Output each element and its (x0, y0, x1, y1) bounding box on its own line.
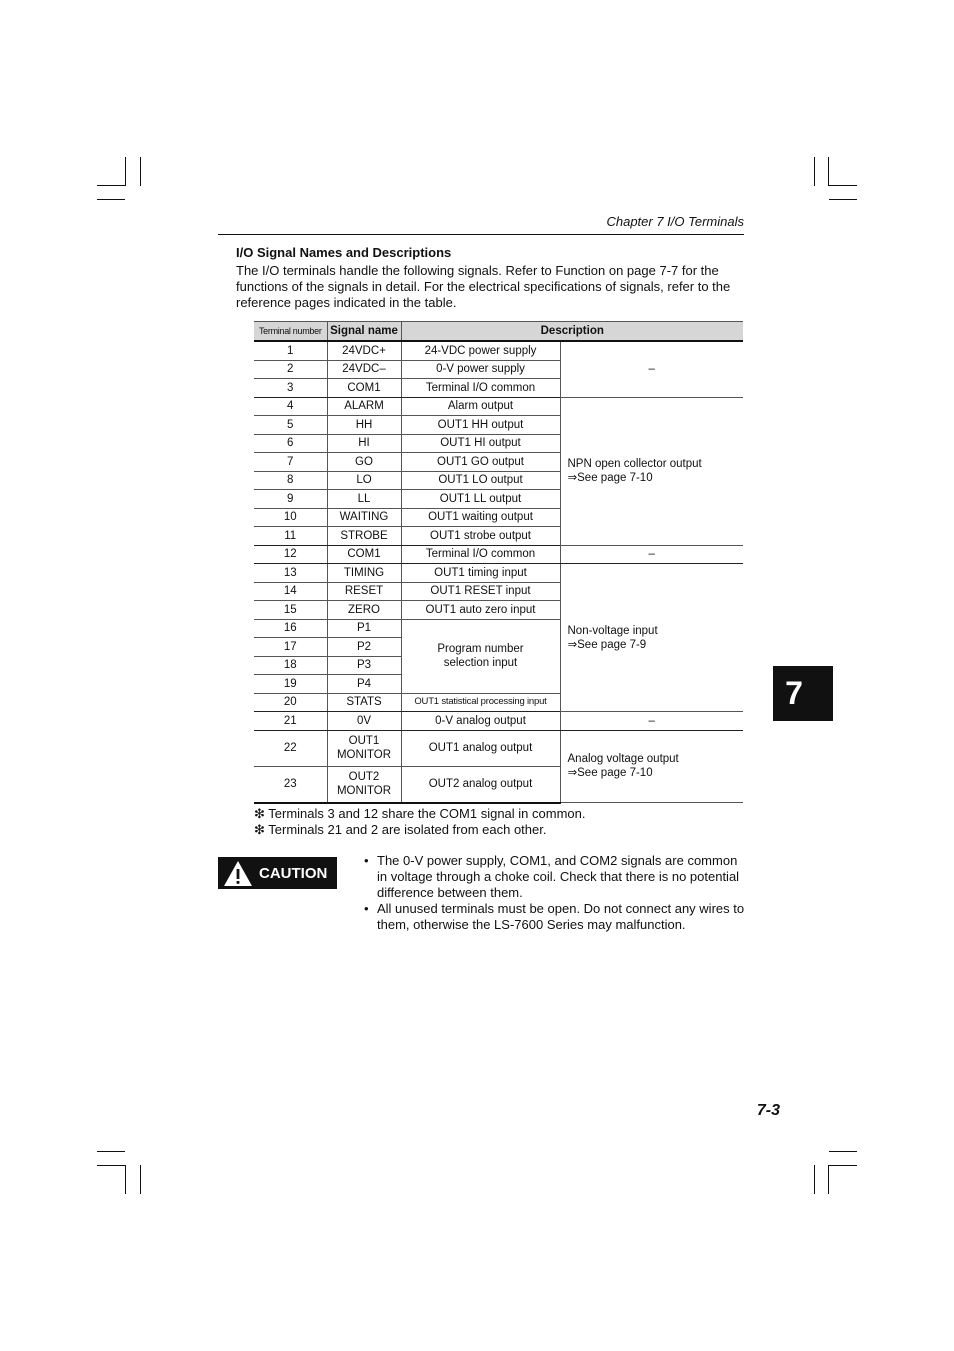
table-row (254, 564, 743, 583)
signal-description: OUT1 RESET input (401, 582, 560, 601)
signal-name: P4 (327, 675, 401, 694)
terminal-number: 8 (254, 471, 327, 490)
note: ❇ Terminals 3 and 12 share the COM1 signal in common. (254, 806, 586, 821)
chapter-tab: 7 (773, 666, 833, 721)
table-row (254, 397, 743, 416)
crop-mark (828, 1165, 829, 1194)
terminal-number: 3 (254, 379, 327, 398)
crop-mark (97, 199, 125, 200)
signal-description: OUT1 auto zero input (401, 601, 560, 620)
signal-description: 0-V analog output (401, 712, 560, 731)
running-header: Chapter 7 I/O Terminals (218, 214, 744, 235)
caution-badge (218, 857, 337, 889)
signal-name: 0V (327, 712, 401, 731)
signal-description: OUT1 statistical processing input (401, 693, 560, 712)
group-note (560, 397, 743, 545)
caution-text: The 0-V power supply, COM1, and COM2 signals are common in voltage through a choke coil. Check that there is no potential difference between them. (377, 853, 740, 900)
crop-mark (97, 1151, 125, 1152)
crop-mark (829, 199, 857, 200)
caution-text: All unused terminals must be open. Do not connect any wires to them, otherwise the LS-7600 Series may malfunction. (377, 901, 745, 932)
crop-mark (140, 1165, 141, 1194)
signal-name: ZERO (327, 601, 401, 620)
signal-name: WAITING (327, 508, 401, 527)
signal-description: OUT1 GO output (401, 453, 560, 472)
signal-description: OUT1 HH output (401, 416, 560, 435)
signal-description: OUT1 LO output (401, 471, 560, 490)
terminal-number: 7 (254, 453, 327, 472)
header-description: Description (401, 322, 743, 342)
signal-name: OUT2 MONITOR (327, 766, 401, 803)
crop-mark (97, 1165, 125, 1166)
terminal-number: 5 (254, 416, 327, 435)
page-reference: ⇒See page 7-10 (567, 767, 653, 780)
group-note (560, 564, 743, 712)
terminal-number: 1 (254, 341, 327, 360)
signal-name: COM1 (327, 379, 401, 398)
signal-name: STROBE (327, 527, 401, 546)
table-row (254, 730, 743, 766)
terminal-number: 6 (254, 434, 327, 453)
caution-item (363, 901, 747, 933)
signal-name: 24VDC– (327, 360, 401, 379)
signal-description: OUT1 HI output (401, 434, 560, 453)
crop-mark (125, 157, 126, 186)
note: ❇ Terminals 21 and 2 are isolated from each other. (254, 822, 547, 837)
terminal-number: 16 (254, 619, 327, 638)
crop-mark (814, 157, 815, 186)
terminal-number: 17 (254, 638, 327, 657)
crop-mark (814, 1165, 815, 1194)
signal-name: HI (327, 434, 401, 453)
signal-description: Terminal I/O common (401, 379, 560, 398)
signal-description: OUT1 waiting output (401, 508, 560, 527)
crop-mark (829, 185, 857, 186)
terminal-number: 20 (254, 693, 327, 712)
group-note-line: Non-voltage input (567, 624, 658, 637)
signal-name: P1 (327, 619, 401, 638)
terminal-number: 4 (254, 397, 327, 416)
signal-name: LL (327, 490, 401, 509)
signal-description: Alarm output (401, 397, 560, 416)
terminal-number: 22 (254, 730, 327, 766)
terminal-number: 21 (254, 712, 327, 731)
terminal-number: 23 (254, 766, 327, 803)
terminal-number: 11 (254, 527, 327, 546)
warning-triangle-icon (223, 860, 253, 887)
signal-table (254, 321, 743, 804)
signal-description: OUT1 analog output (401, 730, 560, 766)
crop-mark (97, 185, 125, 186)
group-note: – (560, 341, 743, 397)
table-header-row (254, 322, 743, 342)
table-row (254, 545, 743, 564)
terminal-number: 13 (254, 564, 327, 583)
group-note (560, 730, 743, 803)
group-note: – (560, 545, 743, 564)
crop-mark (828, 157, 829, 186)
crop-mark (125, 1165, 126, 1194)
section-title: I/O Signal Names and Descriptions (236, 245, 452, 260)
page-reference: ⇒See page 7-10 (567, 472, 653, 484)
signal-name: STATS (327, 693, 401, 712)
intro-paragraph: The I/O terminals handle the following signals. Refer to Function on page 7-7 for the functions of the signals in detail. For the electrical specifications of signals, refer to the reference pages indicated in the table. (236, 263, 731, 310)
signal-name: 24VDC+ (327, 341, 401, 360)
signal-name: TIMING (327, 564, 401, 583)
signal-name: P2 (327, 638, 401, 657)
signal-description: OUT1 LL output (401, 490, 560, 509)
caution-label: CAUTION (259, 864, 328, 882)
terminal-number: 2 (254, 360, 327, 379)
signal-description: 24-VDC power supply (401, 341, 560, 360)
signal-name: OUT1 MONITOR (327, 730, 401, 766)
group-note: – (560, 712, 743, 731)
group-note-line: Analog voltage output (567, 753, 679, 766)
terminal-number: 14 (254, 582, 327, 601)
header-terminal-number: Terminal number (254, 322, 327, 342)
group-note-line: NPN open collector output (567, 458, 702, 470)
terminal-number: 12 (254, 545, 327, 564)
signal-name: COM1 (327, 545, 401, 564)
signal-description: OUT1 timing input (401, 564, 560, 583)
signal-name: LO (327, 471, 401, 490)
table-row (254, 341, 743, 360)
caution-list (363, 853, 747, 933)
signal-description: Program number selection input (401, 619, 560, 693)
crop-mark (829, 1165, 857, 1166)
table-notes (254, 806, 585, 838)
terminal-number: 19 (254, 675, 327, 694)
signal-description: OUT2 analog output (401, 766, 560, 803)
terminal-number: 9 (254, 490, 327, 509)
bullet-marker: • (364, 901, 369, 916)
signal-description: Terminal I/O common (401, 545, 560, 564)
bullet-marker: • (364, 853, 369, 868)
signal-name: GO (327, 453, 401, 472)
terminal-number: 10 (254, 508, 327, 527)
signal-name: RESET (327, 582, 401, 601)
header-signal-name: Signal name (327, 322, 401, 342)
terminal-number: 18 (254, 656, 327, 675)
signal-name: ALARM (327, 397, 401, 416)
page-number: 7-3 (756, 1102, 780, 1119)
signal-description: OUT1 strobe output (401, 527, 560, 546)
signal-name: HH (327, 416, 401, 435)
signal-name: P3 (327, 656, 401, 675)
table-row (254, 712, 743, 731)
caution-item (363, 853, 747, 901)
signal-description: 0-V power supply (401, 360, 560, 379)
crop-mark (829, 1151, 857, 1152)
crop-mark (140, 157, 141, 186)
page-reference: ⇒See page 7-9 (567, 638, 647, 651)
terminal-number: 15 (254, 601, 327, 620)
